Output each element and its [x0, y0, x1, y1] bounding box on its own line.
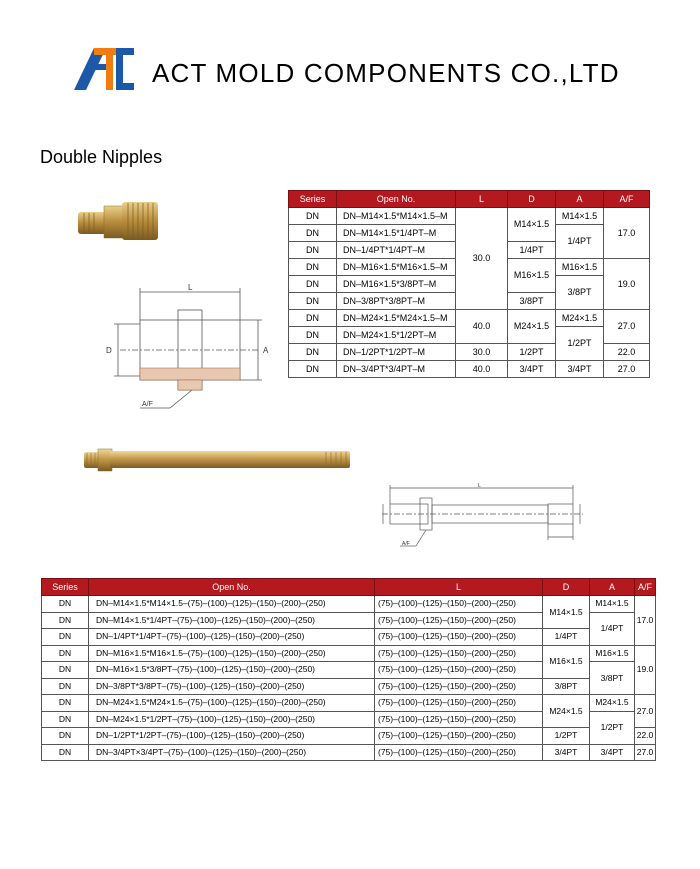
long-nipple-photo — [82, 446, 352, 472]
col-header: A — [590, 579, 635, 596]
company-name: ACT MOLD COMPONENTS CO.,LTD — [152, 58, 620, 88]
table-row: DN DN–3/8PT*3/8PT–(75)–(100)–(125)–(150)–(200)–(250) (75)–(100)–(125)–(150)–(200)–(250) 3/8PT — [42, 678, 656, 695]
col-header: Series — [42, 579, 89, 596]
table-row: DN DN–M16×1.5*M16×1.5–M M16×1.5 M16×1.5 19.0 — [289, 259, 650, 276]
table-row: DN DN–M14×1.5*M14×1.5–(75)–(100)–(125)–(150)–(200)–(250) (75)–(100)–(125)–(150)–(200)–(250) M14×1.5 M14×1.5 17.0 — [42, 596, 656, 613]
col-header: Series — [289, 191, 337, 208]
table-row: DN DN–M14×1.5*1/4PT–(75)–(100)–(125)–(150)–(200)–(250) (75)–(100)–(125)–(150)–(200)–(250) 1/4PT — [42, 612, 656, 629]
act-logo — [72, 42, 138, 92]
table-row: DN DN–M16×1.5*3/8PT–M 3/8PT — [289, 276, 650, 293]
table-row: DN DN–M14×1.5*M14×1.5–M 30.0 M14×1.5 M14×1.5 17.0 — [289, 208, 650, 225]
col-header: D — [543, 579, 590, 596]
dim-A: A — [263, 346, 269, 355]
table-row: DN DN–M24×1.5*1/2PT–M 1/2PT — [289, 327, 650, 344]
table-row: DN DN–1/2PT*1/2PT–(75)–(100)–(125)–(150)–(200)–(250) (75)–(100)–(125)–(150)–(200)–(250) 1/2PT 22.0 — [42, 728, 656, 745]
table-row: DN DN–M24×1.5*M24×1.5–M 40.0 M24×1.5 M24×1.5 27.0 — [289, 310, 650, 327]
table-row: DN DN–1/2PT*1/2PT–M 30.0 1/2PT 22.0 — [289, 344, 650, 361]
col-header: Open No. — [89, 579, 375, 596]
table-row: DN DN–M24×1.5*1/2PT–(75)–(100)–(125)–(150)–(200)–(250) (75)–(100)–(125)–(150)–(200)–(250) 1/2PT — [42, 711, 656, 728]
col-header: A/F — [604, 191, 650, 208]
col-header: L — [456, 191, 508, 208]
dim-AF: A/F — [142, 401, 153, 408]
page-title: Double Nipples — [40, 147, 163, 167]
dim-L: L — [188, 283, 193, 292]
table-row: DN DN–M24×1.5*M24×1.5–(75)–(100)–(125)–(150)–(200)–(250) (75)–(100)–(125)–(150)–(200)–(250) M24×1.5 M24×1.5 27.0 — [42, 695, 656, 712]
col-header: Open No. — [337, 191, 456, 208]
long-nipple-drawing — [378, 480, 588, 555]
table-row: DN DN–M16×1.5*M16×1.5–(75)–(100)–(125)–(150)–(200)–(250) (75)–(100)–(125)–(150)–(200)–(250) M16×1.5 M16×1.5 19.0 — [42, 645, 656, 662]
col-header: D — [508, 191, 556, 208]
table-row: DN DN–3/8PT*3/8PT–M 3/8PT — [289, 293, 650, 310]
short-nipple-photo — [76, 196, 166, 246]
table-row: DN DN–1/4PT*1/4PT–M 1/4PT — [289, 242, 650, 259]
col-header: A/F — [635, 579, 656, 596]
table-row: DN DN–M14×1.5*1/4PT–M 1/4PT — [289, 225, 650, 242]
table-row: DN DN–3/4PT×3/4PT–(75)–(100)–(125)–(150)–(200)–(250) (75)–(100)–(125)–(150)–(200)–(250) 3/4PT 3/4PT 27.0 — [42, 744, 656, 761]
table-row: DN DN–M16×1.5*3/8PT–(75)–(100)–(125)–(150)–(200)–(250) (75)–(100)–(125)–(150)–(200)–(250) 3/8PT — [42, 662, 656, 679]
table-row: DN DN–1/4PT*1/4PT–(75)–(100)–(125)–(150)–(200)–(250) (75)–(100)–(125)–(150)–(200)–(250) 1/4PT — [42, 629, 656, 646]
dim-AF: A/F — [402, 541, 410, 547]
col-header: L — [375, 579, 543, 596]
dim-D: D — [106, 346, 112, 355]
short-nipple-drawing — [100, 280, 275, 415]
spec-table-1 — [288, 190, 650, 378]
dim-L: L — [478, 483, 481, 489]
col-header: A — [556, 191, 604, 208]
spec-table-2 — [41, 578, 656, 761]
table-row: DN DN–3/4PT*3/4PT–M 40.0 3/4PT 3/4PT 27.0 — [289, 361, 650, 378]
